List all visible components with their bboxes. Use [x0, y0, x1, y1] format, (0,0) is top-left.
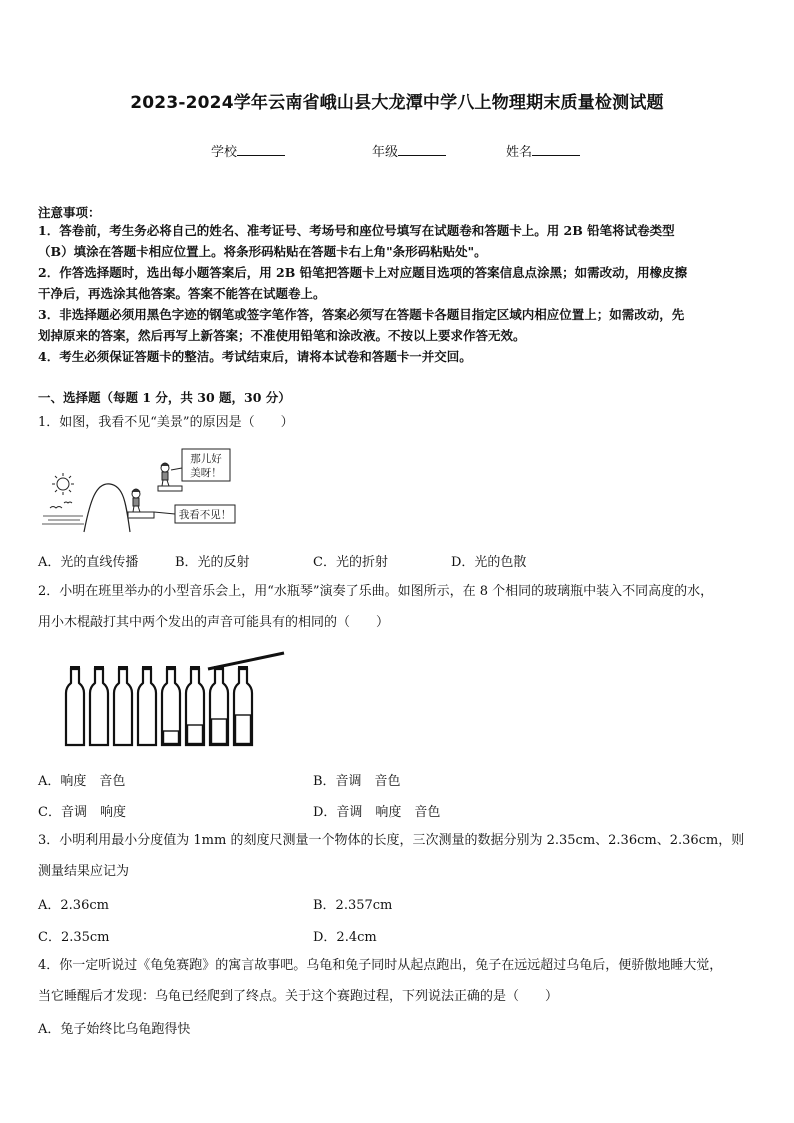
q1-stem: 1．如图，我看不见“美景”的原因是（ ）: [38, 415, 294, 430]
notice-line: 3．非选择题必须用黑色字迹的钢笔或签字笔作答，答案必须写在答题卡各题目指定区域内相应位置上；如需改动，先: [38, 307, 685, 322]
bottle: [162, 666, 180, 745]
bottle: [90, 666, 108, 745]
q4-stem-line2: 当它睡醒后才发现：乌龟已经爬到了终点。关于这个赛跑过程，下列说法正确的是（ ）: [38, 989, 559, 1004]
q2-stem-line2: 用小木棍敲打其中两个发出的声音可能具有的相同的（ ）: [38, 615, 390, 630]
bottle-group: [66, 666, 252, 745]
q2-bottles-figure: [60, 645, 300, 755]
q2-option-c: C．音调 响度: [38, 805, 126, 820]
bottle-cap: [166, 666, 176, 669]
bird-icon: [50, 507, 62, 509]
mountain: [84, 484, 130, 532]
q1-option-d: D．光的色散: [451, 555, 527, 570]
bottle: [234, 666, 252, 745]
notice-line: 划掉原来的答案，然后再写上新答案；不准使用铅笔和涂改液。不按以上要求作答无效。: [38, 328, 526, 343]
speech-bubble-bottom: [154, 505, 235, 523]
q3-stem-line1: 3．小明利用最小分度值为 1mm 的刻度尺测量一个物体的长度，三次测量的数据分别为 2.35cm、2.36cm、2.36cm，则: [38, 833, 745, 848]
water-level: [164, 731, 179, 744]
bottle: [210, 666, 228, 745]
bottle-cap: [118, 666, 128, 669]
grade-blank: [398, 143, 446, 156]
q3-option-c: C．2.35cm: [38, 930, 110, 945]
q3-option-a: A．2.36cm: [38, 898, 109, 913]
q3-option-b: B．2.357cm: [313, 898, 393, 913]
bubble-top-line2: 美呀！: [190, 467, 222, 479]
grade-label: 年级: [372, 145, 399, 160]
bottle-cap: [70, 666, 80, 669]
bottle: [186, 666, 204, 745]
water-level: [188, 725, 203, 744]
page-title: 2023-2024学年云南省峨山县大龙潭中学八上物理期末质量检测试题: [130, 93, 664, 113]
q2-stem-line1: 2．小明在班里举办的小型音乐会上，用“水瓶琴”演奏了乐曲。如图所示，在 8 个相同的玻璃瓶中装入不同高度的水，: [38, 584, 714, 599]
notice-line: （B）填涂在答题卡相应位置上。将条形码粘贴在答题卡右上角"条形码粘贴处"。: [38, 244, 487, 259]
water-level: [236, 715, 251, 744]
upper-child: [158, 463, 182, 491]
bottle-cap: [94, 666, 104, 669]
speech-bubble-top: [171, 449, 230, 481]
grade-field: [372, 141, 446, 160]
q2-option-b: B．音调 音色: [313, 774, 401, 789]
lower-child: [128, 489, 154, 518]
q4-option-a: A．兔子始终比乌龟跑得快: [38, 1022, 191, 1037]
q4-stem-line1: 4．你一定听说过《龟兔赛跑》的寓言故事吧。乌龟和兔子同时从起点跑出，兔子在远远超过乌龟后，便骄傲地睡大觉，: [38, 958, 723, 973]
notice-line: 4．考生必须保证答题卡的整洁。考试结束后，请将本试卷和答题卡一并交回。: [38, 349, 472, 364]
bird-icon: [64, 502, 72, 503]
name-label: 姓名: [506, 145, 533, 160]
bottle: [114, 666, 132, 745]
notice-list: [38, 220, 760, 367]
bottle-cap: [142, 666, 152, 669]
notice-heading: 注意事项：: [38, 205, 101, 220]
q1-option-a: A．光的直线传播: [38, 555, 139, 570]
q2-option-a: A．响度 音色: [38, 774, 126, 789]
bottle: [138, 666, 156, 745]
notice-line: 干净后，再选涂其他答案。答案不能答在试题卷上。: [38, 286, 326, 301]
notice-line: 1．答卷前，考生务必将自己的姓名、准考证号、考场号和座位号填写在试题卷和答题卡上。用 2B 铅笔将试卷类型: [38, 223, 675, 238]
school-blank: [237, 143, 285, 156]
school-label: 学校: [211, 145, 238, 160]
bottle-cap: [190, 666, 200, 669]
bottle-cap: [214, 666, 224, 669]
bottle: [66, 666, 84, 745]
water-lines: [42, 516, 84, 524]
q1-option-b: B．光的反射: [175, 555, 250, 570]
bubble-bottom-text: 我看不见！: [178, 509, 232, 521]
school-field: [211, 141, 285, 160]
bubble-top-line1: 那儿好: [190, 453, 222, 465]
q3-option-d: D．2.4cm: [313, 930, 377, 945]
q3-stem-line2: 测量结果应记为: [38, 864, 130, 879]
section-heading: 一、选择题（每题 1 分，共 30 题，30 分）: [38, 390, 291, 405]
name-blank: [532, 143, 580, 156]
q2-option-d: D．音调 响度 音色: [313, 805, 441, 820]
name-field: [506, 141, 580, 160]
sun-icon: [52, 473, 74, 495]
notice-line: 2．作答选择题时，选出每小题答案后，用 2B 铅笔把答题卡上对应题目选项的答案信息点涂黑；如需改动，用橡皮擦: [38, 265, 688, 280]
q1-option-c: C．光的折射: [313, 555, 388, 570]
bottle-cap: [238, 666, 248, 669]
water-level: [212, 719, 227, 744]
q1-figure: [38, 446, 248, 536]
